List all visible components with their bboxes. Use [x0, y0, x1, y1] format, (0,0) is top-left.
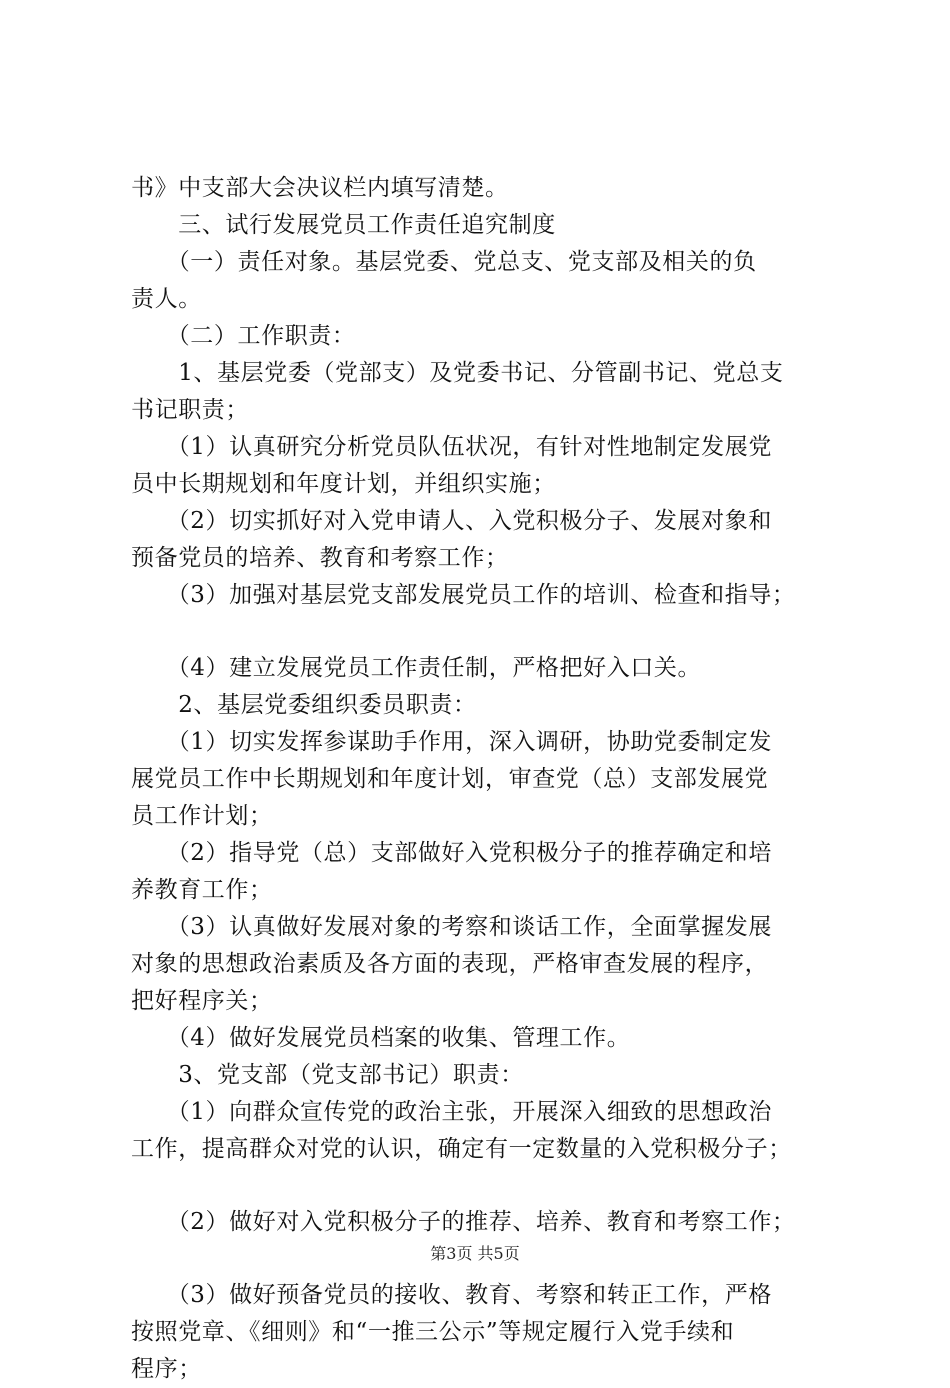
text-line: 对象的思想政治素质及各方面的表现，严格审查发展的程序，: [131, 951, 769, 977]
text-line: 3、党支部（党支部书记）职责：: [131, 1062, 524, 1088]
text-line: （3）做好预备党员的接收、教育、考察和转正工作，严格: [131, 1282, 772, 1308]
document-body: [131, 170, 846, 1388]
text-line: 书》中支部大会决议栏内填写清楚。: [131, 175, 509, 201]
text-line: 员工作计划；: [131, 803, 273, 829]
paragraph-gap: [131, 614, 846, 650]
text-line: （1）认真研究分析党员队伍状况，有针对性地制定发展党: [131, 434, 772, 460]
section-heading: 三、试行发展党员工作责任追究制度: [131, 212, 556, 238]
subsection-heading: （二）工作职责：: [131, 323, 356, 349]
text-line: 展党员工作中长期规划和年度计划，审查党（总）支部发展党: [131, 766, 769, 792]
text-line: 程序；: [131, 1356, 202, 1382]
text-line: 按照党章、《细则》和“一推三公示”等规定履行入党手续和: [131, 1319, 735, 1345]
text-line: 书记职责；: [131, 397, 249, 423]
text-line: （4）建立发展党员工作责任制，严格把好入口关。: [131, 655, 702, 681]
text-line: （1）向群众宣传党的政治主张，开展深入细致的思想政治: [131, 1099, 772, 1125]
paragraph-gap: [131, 1168, 846, 1204]
text-line: （2）做好对入党积极分子的推荐、培养、教育和考察工作；: [131, 1209, 796, 1235]
text-line: （1）切实发挥参谋助手作用，深入调研，协助党委制定发: [131, 729, 772, 755]
text-line: （一）责任对象。基层党委、党总支、党支部及相关的负: [131, 249, 757, 275]
text-line: （3）加强对基层党支部发展党员工作的培训、检查和指导；: [131, 582, 796, 608]
text-line: 1、基层党委（党部支）及党委书记、分管副书记、党总支: [131, 360, 784, 386]
text-line: 员中长期规划和年度计划，并组织实施；: [131, 471, 556, 497]
text-line: （2）切实抓好对入党申请人、入党积极分子、发展对象和: [131, 508, 772, 534]
text-line: 2、基层党委组织委员职责：: [131, 692, 477, 718]
text-line: 责人。: [131, 286, 202, 312]
text-line: （4）做好发展党员档案的收集、管理工作。: [131, 1025, 631, 1051]
page-number: 第3页 共5页: [430, 1244, 520, 1263]
text-line: 预备党员的培养、教育和考察工作；: [131, 545, 509, 571]
text-line: 把好程序关；: [131, 988, 273, 1014]
text-line: 养教育工作；: [131, 877, 273, 903]
text-line: （2）指导党（总）支部做好入党积极分子的推荐确定和培: [131, 840, 772, 866]
text-line: 工作，提高群众对党的认识，确定有一定数量的入党积极分子；: [131, 1136, 792, 1162]
text-line: （3）认真做好发展对象的考察和谈话工作，全面掌握发展: [131, 914, 772, 940]
